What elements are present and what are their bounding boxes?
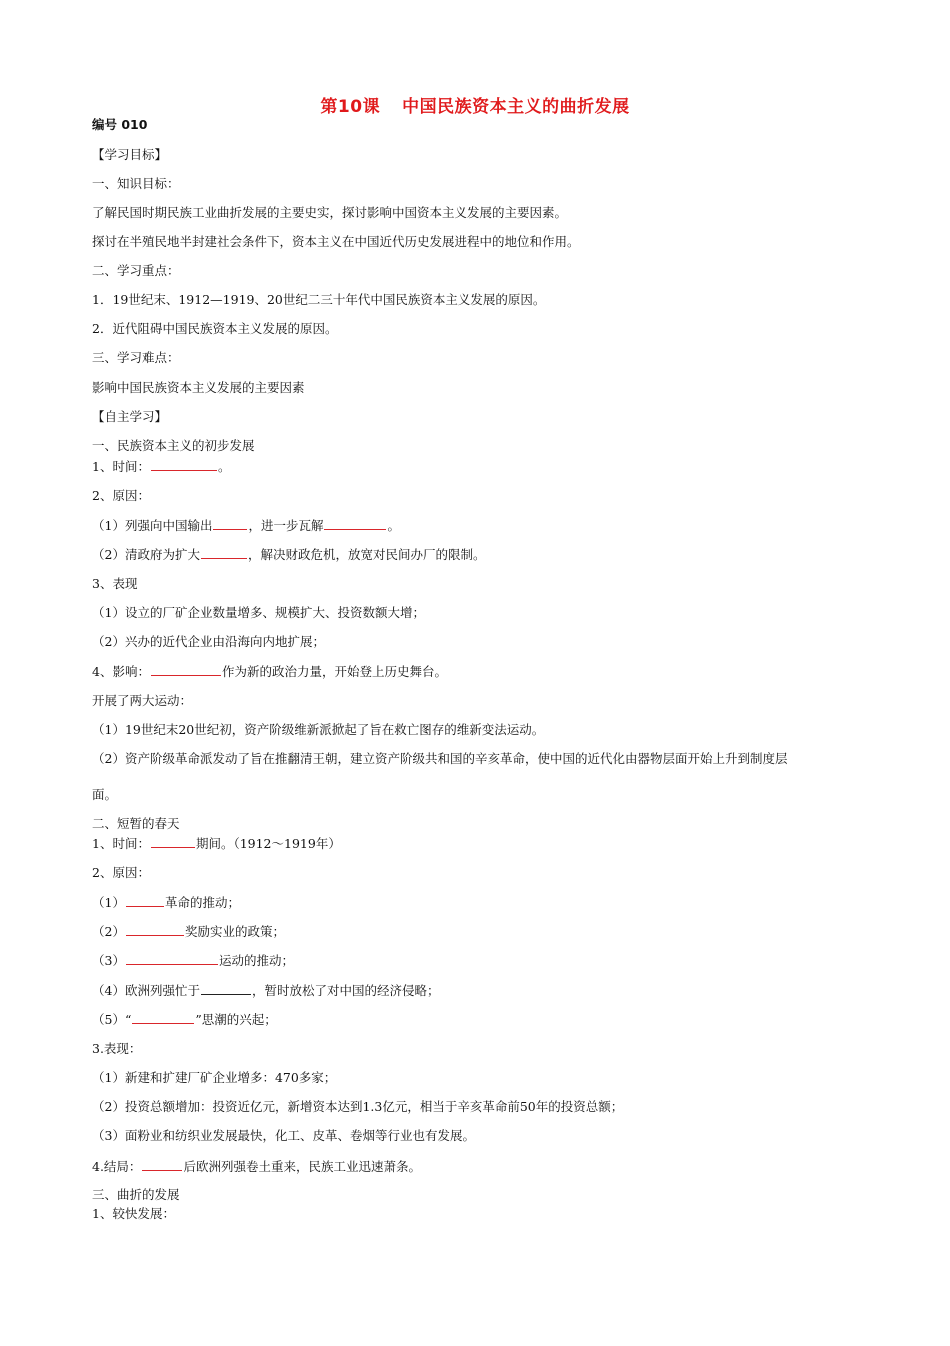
knowledge-goals-heading: 一、知识目标： xyxy=(92,176,180,191)
part2-show-2: （2）投资总额增加：投资近亿元，新增资本达到1.3亿元，相当于辛亥革命前50年的投资总额； xyxy=(92,1099,624,1114)
fill-blank[interactable] xyxy=(151,458,217,471)
part1-cause-2: （2）清政府为扩大 ，解决财政危机，放宽对民间办厂的限制。 xyxy=(92,547,486,562)
key-point: 2．近代阻碍中国民族资本主义发展的原因。 xyxy=(92,321,338,336)
difficulties-heading: 三、学习难点： xyxy=(92,350,180,365)
part3-point-1: 1、较快发展： xyxy=(92,1206,175,1221)
fill-blank[interactable] xyxy=(324,517,386,530)
fill-blank[interactable] xyxy=(201,982,251,995)
part1-cause-1: （1）列强向中国输出 ，进一步瓦解 。 xyxy=(92,518,400,533)
part2-heading: 二、短暂的春天 xyxy=(92,816,180,831)
fill-blank[interactable] xyxy=(151,663,221,676)
lesson-title: 中国民族资本主义的曲折发展 xyxy=(402,97,630,117)
part1-movements-heading: 开展了两大运动： xyxy=(92,693,193,708)
part2-cause-3: （3） 运动的推动； xyxy=(92,953,294,968)
part2-time: 1、时间： 期间。（1912～1919年） xyxy=(92,836,341,851)
part2-cause-2: （2） 奖励实业的政策； xyxy=(92,924,285,939)
doc-id: 编号 010 xyxy=(92,117,148,132)
fill-blank[interactable] xyxy=(132,1011,194,1024)
section-self-study-heading: 【自主学习】 xyxy=(92,409,168,424)
part1-effect: 4、影响： 作为新的政治力量，开始登上历史舞台。 xyxy=(92,664,447,679)
page-title xyxy=(0,92,950,117)
part2-show-1: （1）新建和扩建厂矿企业增多：470多家； xyxy=(92,1070,337,1085)
part2-cause-5: （5）“ ”思潮的兴起； xyxy=(92,1012,277,1027)
goal-text: 了解民国时期民族工业曲折发展的主要史实，探讨影响中国资本主义发展的主要因素。 xyxy=(92,205,568,220)
key-point: 1．19世纪末、1912—1919、20世纪二三十年代中国民族资本主义发展的原因。 xyxy=(92,292,546,307)
fill-blank[interactable] xyxy=(151,835,195,848)
part2-result: 4.结局： 后欧洲列强卷土重来，民族工业迅速萧条。 xyxy=(92,1159,421,1174)
fill-blank[interactable] xyxy=(213,517,247,530)
part1-movement-1: （1）19世纪末20世纪初，资产阶级维新派掀起了旨在救亡图存的维新变法运动。 xyxy=(92,722,545,737)
part1-time: 1、时间： 。 xyxy=(92,459,231,474)
part1-cause-heading: 2、原因： xyxy=(92,488,150,503)
goal-text: 探讨在半殖民地半封建社会条件下，资本主义在中国近代历史发展进程中的地位和作用。 xyxy=(92,234,580,249)
part1-show-1: （1）设立的厂矿企业数量增多、规模扩大、投资数额大增； xyxy=(92,605,425,620)
part1-show-heading: 3、表现 xyxy=(92,576,138,591)
section-goals-heading: 【学习目标】 xyxy=(92,147,168,162)
fill-blank[interactable] xyxy=(201,546,247,559)
part1-heading: 一、民族资本主义的初步发展 xyxy=(92,438,255,453)
part3-heading: 三、曲折的发展 xyxy=(92,1187,180,1202)
part1-show-2: （2）兴办的近代企业由沿海向内地扩展； xyxy=(92,634,325,649)
lesson-number: 第10课 xyxy=(320,97,381,117)
key-points-heading: 二、学习重点： xyxy=(92,263,180,278)
fill-blank[interactable] xyxy=(126,894,164,907)
fill-blank[interactable] xyxy=(142,1158,182,1171)
part1-movement-2: （2）资产阶级革命派发动了旨在推翻清王朝，建立资产阶级共和国的辛亥革命，使中国的近代化由器物层面开始上升到制度层 xyxy=(92,751,788,766)
difficulty-text: 影响中国民族资本主义发展的主要因素 xyxy=(92,380,305,395)
fill-blank[interactable] xyxy=(126,923,184,936)
part2-cause-heading: 2、原因： xyxy=(92,865,150,880)
part2-cause-1: （1） 革命的推动； xyxy=(92,895,240,910)
part2-cause-4: （4）欧洲列强忙于 ，暂时放松了对中国的经济侵略； xyxy=(92,983,440,998)
part1-movement-2-cont: 面。 xyxy=(92,787,118,802)
fill-blank[interactable] xyxy=(126,952,218,965)
part2-show-heading: 3.表现： xyxy=(92,1041,142,1056)
part2-show-3: （3）面粉业和纺织业发展最快，化工、皮革、卷烟等行业也有发展。 xyxy=(92,1128,475,1143)
